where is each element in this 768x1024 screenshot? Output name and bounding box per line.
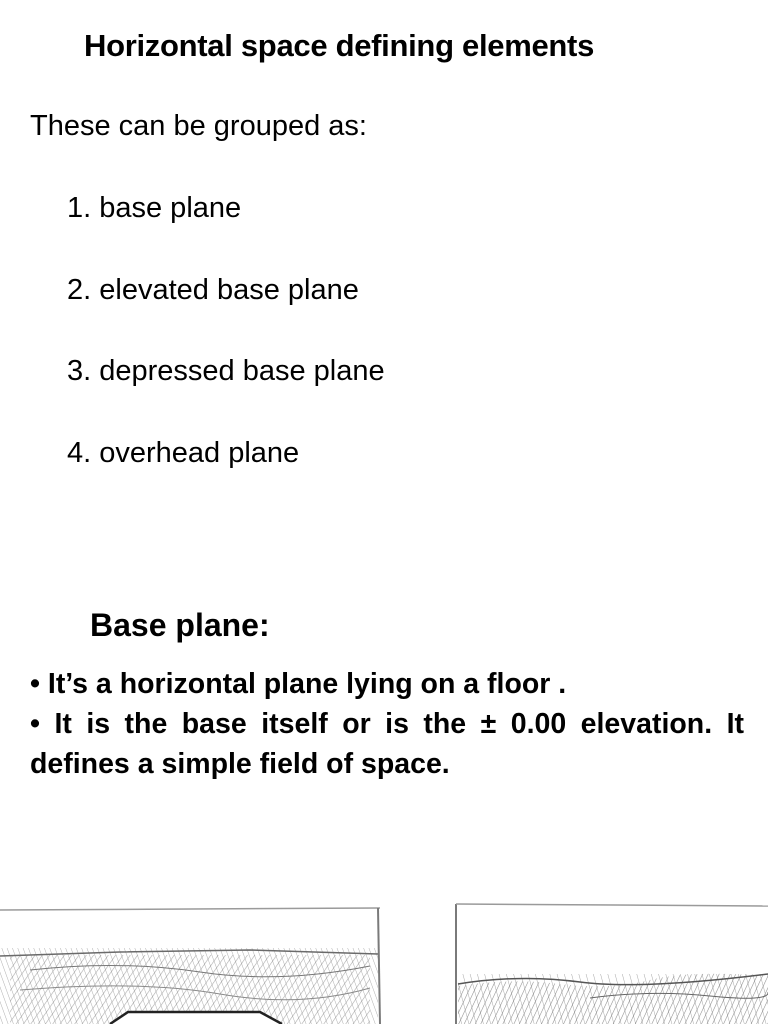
bullet-item: • It is the base itself or is the ± 0.00 elevation. It defines a simple field of space. bbox=[30, 708, 744, 780]
sketch-left-drawing bbox=[0, 900, 384, 1024]
base-plane-sketch-left bbox=[0, 900, 384, 1024]
base-plane-sketch-right bbox=[450, 900, 768, 1024]
bullet-list bbox=[30, 664, 744, 784]
plane-types-list bbox=[67, 192, 385, 518]
list-item: 3. depressed base plane bbox=[67, 355, 385, 387]
list-item: 1. base plane bbox=[67, 192, 242, 224]
list-item: 2. elevated base plane bbox=[67, 273, 359, 306]
bullet-item: • It’s a horizontal plane lying on a floor . bbox=[30, 668, 567, 700]
list-item: 4. overhead plane bbox=[67, 436, 300, 469]
slide-title: Horizontal space defining elements bbox=[84, 28, 595, 63]
section-heading: Base plane: bbox=[90, 607, 270, 643]
intro-text: These can be grouped as: bbox=[30, 110, 367, 142]
sketch-right-drawing bbox=[450, 900, 768, 1024]
